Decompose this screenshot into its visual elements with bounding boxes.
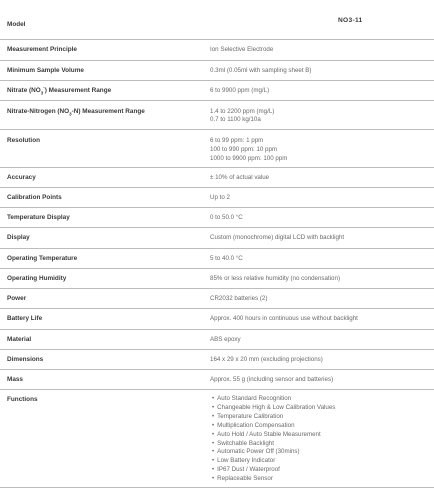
calibration-points-label: Calibration Points (7, 194, 62, 201)
mass-value: Approx. 55 g (including sensor and batteries) (210, 376, 334, 383)
row-display (0, 228, 434, 249)
resolution-value-3: 1000 to 9900 ppm: 100 ppm (210, 155, 288, 162)
row-operating-humidity (0, 269, 434, 289)
nitrate-label-text: Nitrate (NO (7, 87, 41, 94)
power-label: Power (7, 295, 27, 302)
row-accuracy (0, 168, 434, 188)
functions-list-container (212, 395, 335, 484)
dimensions-value: 164 x 29 x 20 mm (excluding projections) (210, 356, 323, 363)
function-item: • Replaceable Sensor (212, 475, 335, 484)
function-item: • Auto Hold / Auto Stable Measurement (212, 431, 335, 440)
power-value: CR2032 batteries (2) (210, 295, 268, 302)
nn-label-suffix: -N) Measurement Range (71, 108, 145, 115)
dimensions-label: Dimensions (7, 356, 44, 363)
row-measurement-principle (0, 40, 434, 61)
material-label: Material (7, 336, 32, 343)
nitrate-nitrogen-range-value-1: 1.4 to 2200 ppm (mg/L) (210, 108, 275, 115)
operating-temperature-value: 5 to 40.0 °C (210, 255, 243, 262)
nitrate-range-value: 6 to 9900 ppm (mg/L) (210, 87, 270, 94)
operating-humidity-value: 85% or less relative humidity (no condensation) (210, 275, 341, 282)
minimum-sample-volume-label: Minimum Sample Volume (7, 67, 84, 74)
material-value: ABS epoxy (210, 336, 241, 343)
nitrate-label-superscript: - (43, 84, 45, 90)
temperature-display-label: Temperature Display (7, 214, 70, 221)
function-item: • Changeable High & Low Calibration Values (212, 404, 335, 413)
resolution-label: Resolution (7, 137, 41, 144)
resolution-value-1: 6 to 99 ppm: 1 ppm (210, 137, 264, 144)
model-label: Model (7, 21, 26, 28)
nitrate-nitrogen-range-value-2: 0.7 to 1100 kg/10a (210, 116, 261, 123)
battery-life-label: Battery Life (7, 315, 43, 322)
function-item: • Auto Standard Recognition (212, 395, 335, 404)
nn-label-subscript: 3 (69, 111, 72, 117)
row-nitrate-range (0, 81, 434, 101)
function-item: • IP67 Dust / Waterproof (212, 466, 335, 475)
resolution-value-2: 100 to 990 ppm: 10 ppm (210, 146, 278, 153)
nitrate-range-label (7, 84, 112, 96)
measurement-principle-value: Ion Selective Electrode (210, 46, 274, 53)
minimum-sample-volume-value: 0.3ml (0.05ml with sampling sheet B) (210, 67, 312, 74)
calibration-points-value: Up to 2 (210, 194, 230, 201)
function-item: • Temperature Calibration (212, 413, 335, 422)
row-model (0, 0, 434, 40)
mass-label: Mass (7, 376, 23, 383)
function-item: • Low Battery Indicator (212, 457, 335, 466)
functions-label: Functions (7, 396, 38, 403)
row-operating-temperature (0, 249, 434, 269)
nn-label-text: Nitrate-Nitrogen (NO (7, 108, 70, 115)
accuracy-label: Accuracy (7, 174, 36, 181)
row-temperature-display (0, 208, 434, 228)
battery-life-value: Approx. 400 hours in continuous use without backlight (210, 315, 358, 322)
operating-humidity-label: Operating Humidity (7, 275, 67, 282)
display-value: Custom (monochrome) digital LCD with backlight (210, 234, 345, 241)
row-mass (0, 370, 434, 390)
temperature-display-value: 0 to 50.0 °C (210, 214, 243, 221)
row-battery-life (0, 309, 434, 330)
function-item: • Automatic Power Off (30mins) (212, 448, 335, 457)
row-power (0, 289, 434, 309)
function-item: • Multiplication Compensation (212, 422, 335, 431)
function-item: • Switchable Backlight (212, 440, 335, 449)
nitrate-label-suffix: ) Measurement Range (44, 87, 112, 94)
row-calibration-points (0, 188, 434, 208)
display-label: Display (7, 234, 30, 241)
row-dimensions (0, 350, 434, 370)
model-number: NO3-11 (338, 17, 363, 24)
row-material (0, 330, 434, 350)
nitrate-nitrogen-range-label (7, 108, 145, 116)
nitrate-label-subscript: 3 (40, 90, 44, 96)
measurement-principle-label: Measurement Principle (7, 46, 77, 53)
functions-list (212, 395, 335, 484)
row-resolution (0, 130, 434, 168)
operating-temperature-label: Operating Temperature (7, 255, 78, 262)
row-minimum-sample-volume (0, 61, 434, 81)
row-nitrate-nitrogen-range (0, 101, 434, 130)
row-functions (0, 390, 434, 488)
accuracy-value: ± 10% of actual value (210, 174, 270, 181)
